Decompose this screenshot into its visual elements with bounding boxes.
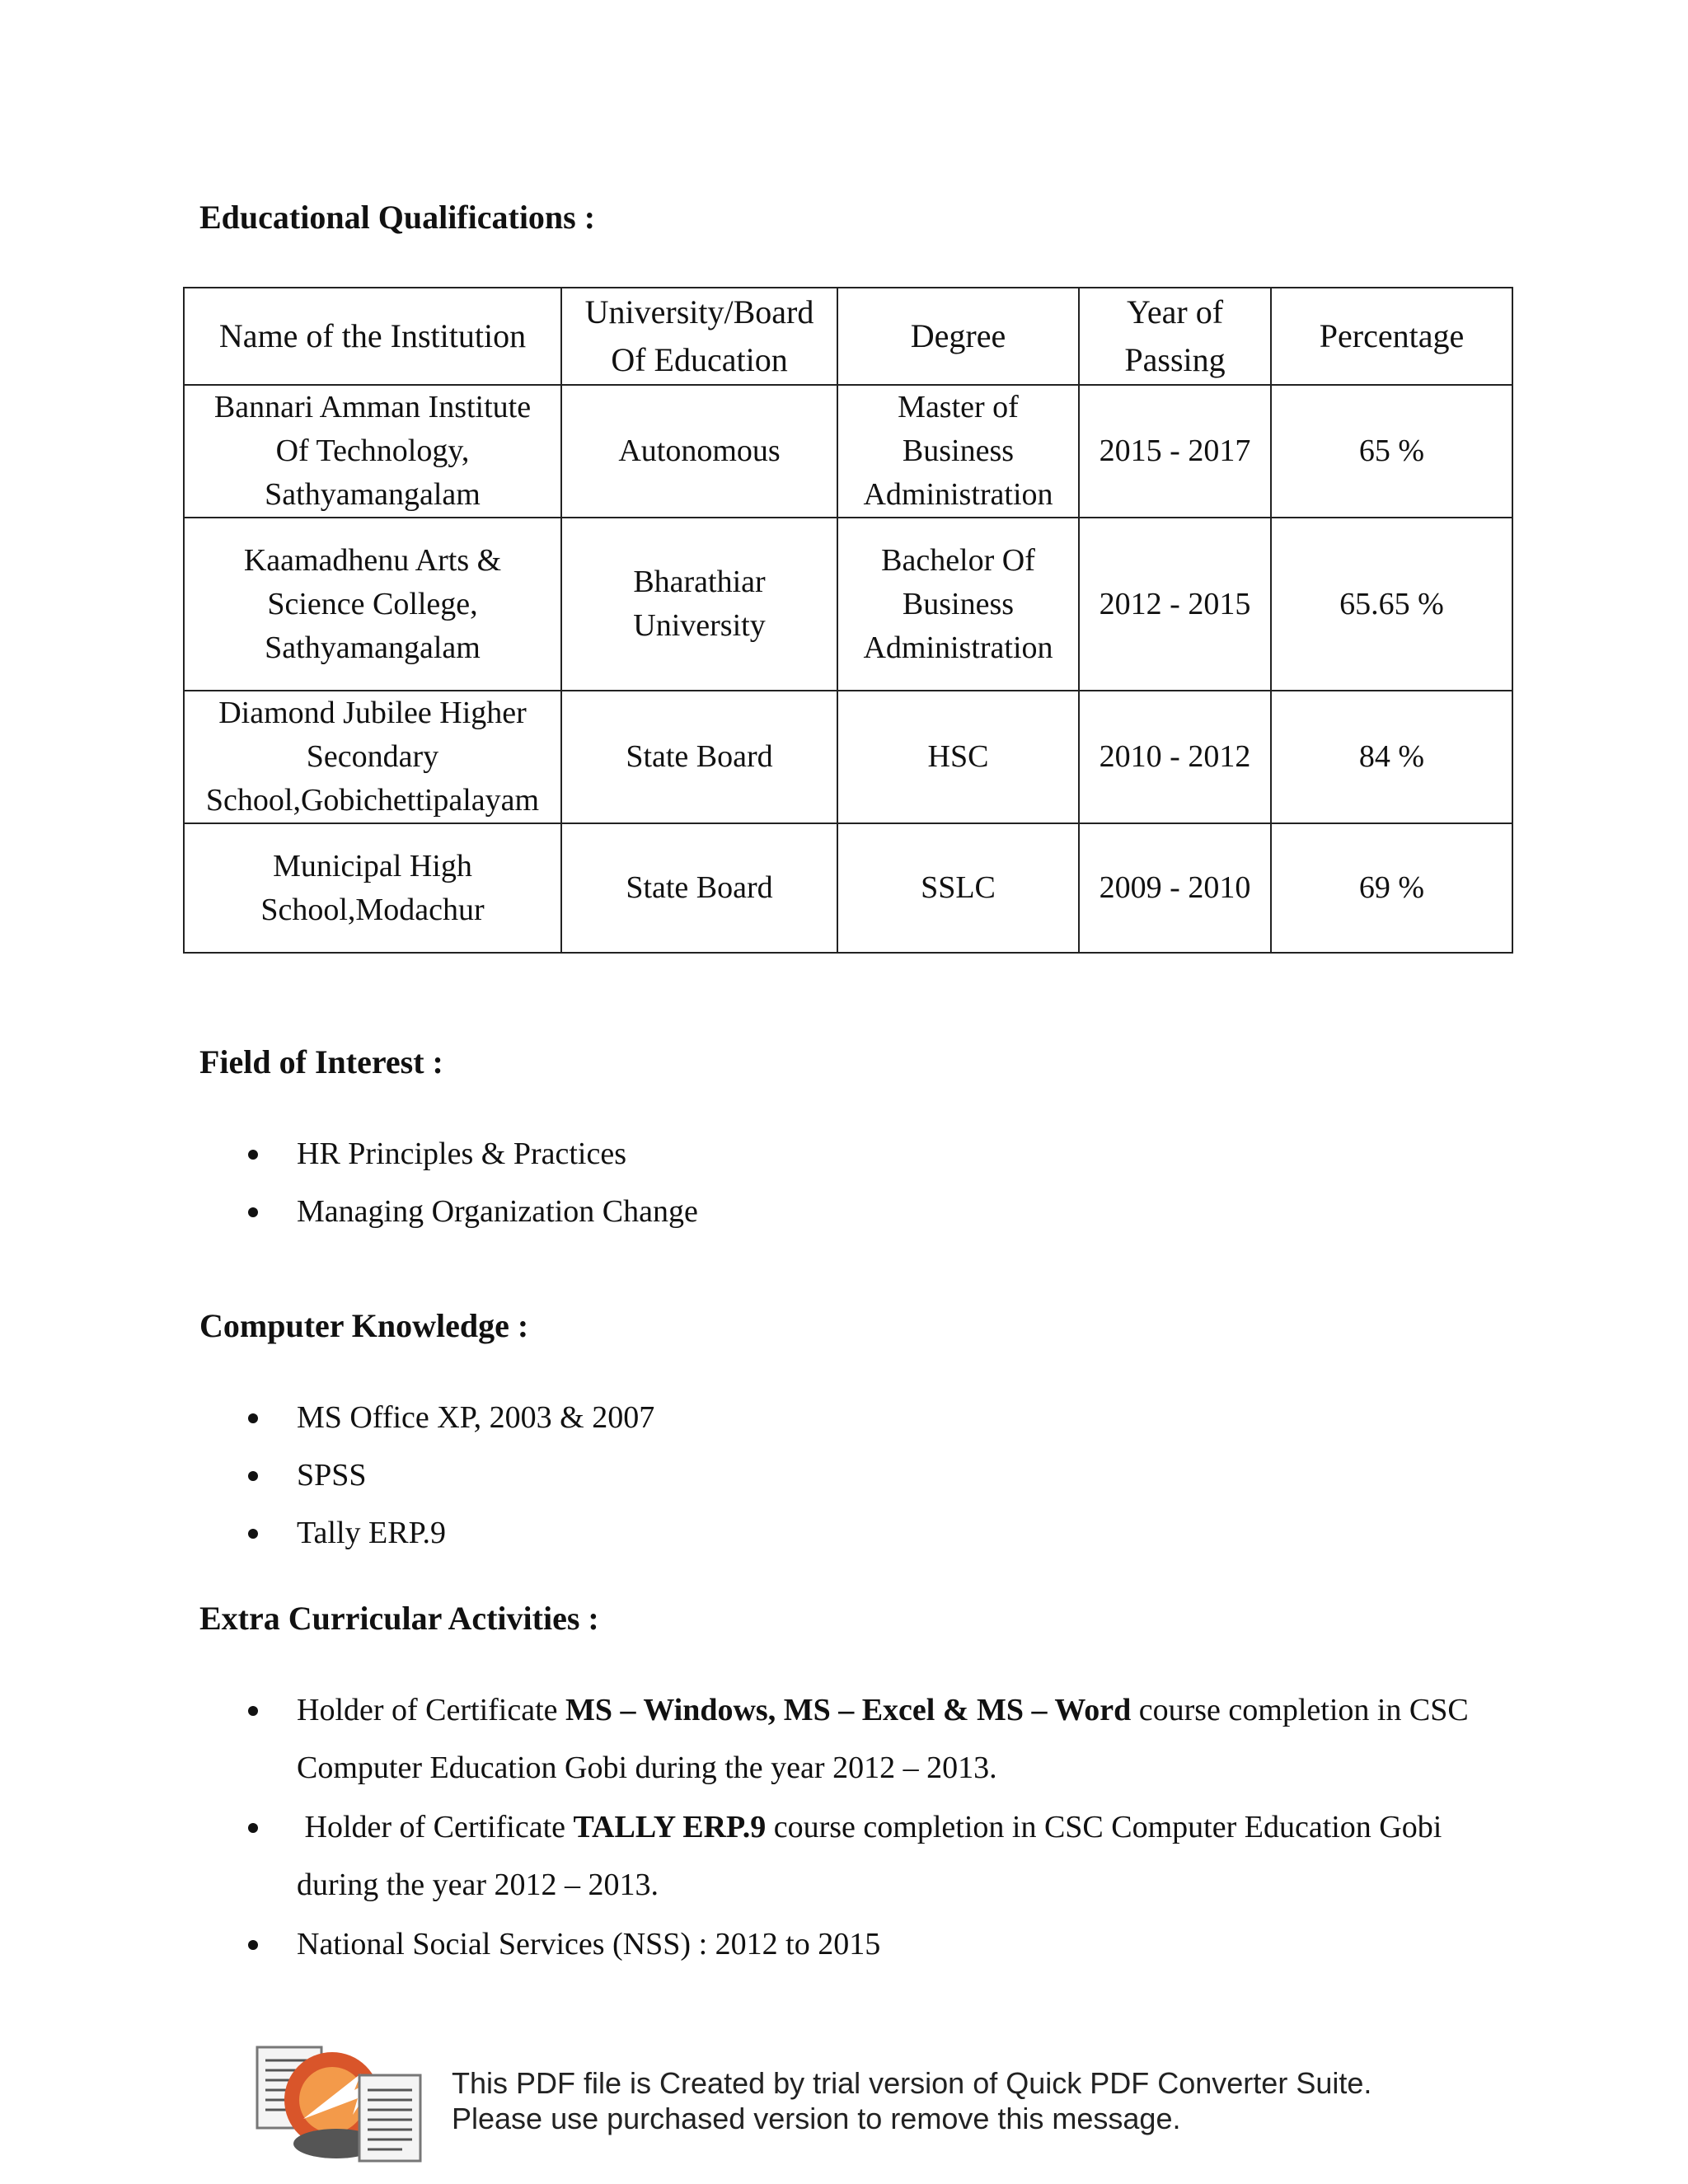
cell-percentage: 65.65 % [1271, 518, 1512, 691]
column-header-degree: Degree [837, 288, 1079, 385]
list-item: HR Principles & Practices [199, 1125, 1485, 1183]
field-of-interest-heading: Field of Interest : [199, 1043, 443, 1080]
table-row [184, 691, 1512, 823]
list-item [199, 1798, 1485, 1914]
watermark-line: This PDF file is Created by trial version of Quick PDF Converter Suite. [452, 2066, 1372, 2100]
education-heading: Educational Qualifications : [199, 199, 596, 236]
table-row [184, 518, 1512, 691]
cell-degree: Bachelor Of Business Administration [837, 518, 1079, 691]
list-item: Tally ERP.9 [199, 1504, 1485, 1562]
item-text: course completion in CSC Computer Education Gobi during the year 2012 – 2013. [297, 1810, 1442, 1902]
cell-institution: Municipal High School,Modachur [184, 823, 561, 953]
extra-curricular-heading: Extra Curricular Activities : [199, 1600, 599, 1637]
pdf-converter-logo-icon [254, 2041, 427, 2164]
list-item: SPSS [199, 1446, 1485, 1504]
item-text: course completion in CSC Computer Education Gobi during the year 2012 – 2013. [297, 1693, 1469, 1785]
column-header-percentage: Percentage [1271, 288, 1512, 385]
watermark-text [452, 2065, 1372, 2136]
computer-knowledge-heading: Computer Knowledge : [199, 1307, 529, 1344]
item-bold-text: MS – Windows, MS – Excel & MS – Word [565, 1693, 1132, 1727]
item-text: Holder of Certificate [297, 1810, 574, 1844]
computer-knowledge-list [199, 1389, 1485, 1562]
cell-university: Bharathiar University [561, 518, 837, 691]
list-item: National Social Services (NSS) : 2012 to 2015 [199, 1915, 1485, 1973]
table-row [184, 385, 1512, 518]
list-item: MS Office XP, 2003 & 2007 [199, 1389, 1485, 1446]
list-item [199, 1681, 1485, 1797]
cell-institution: Diamond Jubilee Higher Secondary School,Gobichettipalayam [184, 691, 561, 823]
cell-year: 2010 - 2012 [1079, 691, 1271, 823]
cell-year: 2015 - 2017 [1079, 385, 1271, 518]
cell-percentage: 65 % [1271, 385, 1512, 518]
cell-institution: Kaamadhenu Arts & Science College, Sathyamangalam [184, 518, 561, 691]
cell-degree: SSLC [837, 823, 1079, 953]
cell-university: State Board [561, 823, 837, 953]
table-header-row [184, 288, 1512, 385]
watermark-line: Please use purchased version to remove this message. [452, 2102, 1181, 2135]
cell-percentage: 84 % [1271, 691, 1512, 823]
cell-university: State Board [561, 691, 837, 823]
cell-year: 2009 - 2010 [1079, 823, 1271, 953]
pdf-converter-watermark [254, 2041, 1490, 2164]
cell-percentage: 69 % [1271, 823, 1512, 953]
education-table [183, 287, 1513, 954]
field-of-interest-list [199, 1125, 1485, 1240]
cell-degree: Master of Business Administration [837, 385, 1079, 518]
column-header-year: Year of Passing [1079, 288, 1271, 385]
cell-degree: HSC [837, 691, 1079, 823]
item-bold-text: TALLY ERP.9 [573, 1810, 767, 1844]
cell-year: 2012 - 2015 [1079, 518, 1271, 691]
list-item: Managing Organization Change [199, 1183, 1485, 1240]
extra-curricular-list [199, 1681, 1485, 1975]
cell-institution: Bannari Amman Institute Of Technology, Sathyamangalam [184, 385, 561, 518]
cell-university: Autonomous [561, 385, 837, 518]
column-header-institution: Name of the Institution [184, 288, 561, 385]
table-row [184, 823, 1512, 953]
item-text: Holder of Certificate [297, 1693, 566, 1727]
column-header-university: University/Board Of Education [561, 288, 837, 385]
